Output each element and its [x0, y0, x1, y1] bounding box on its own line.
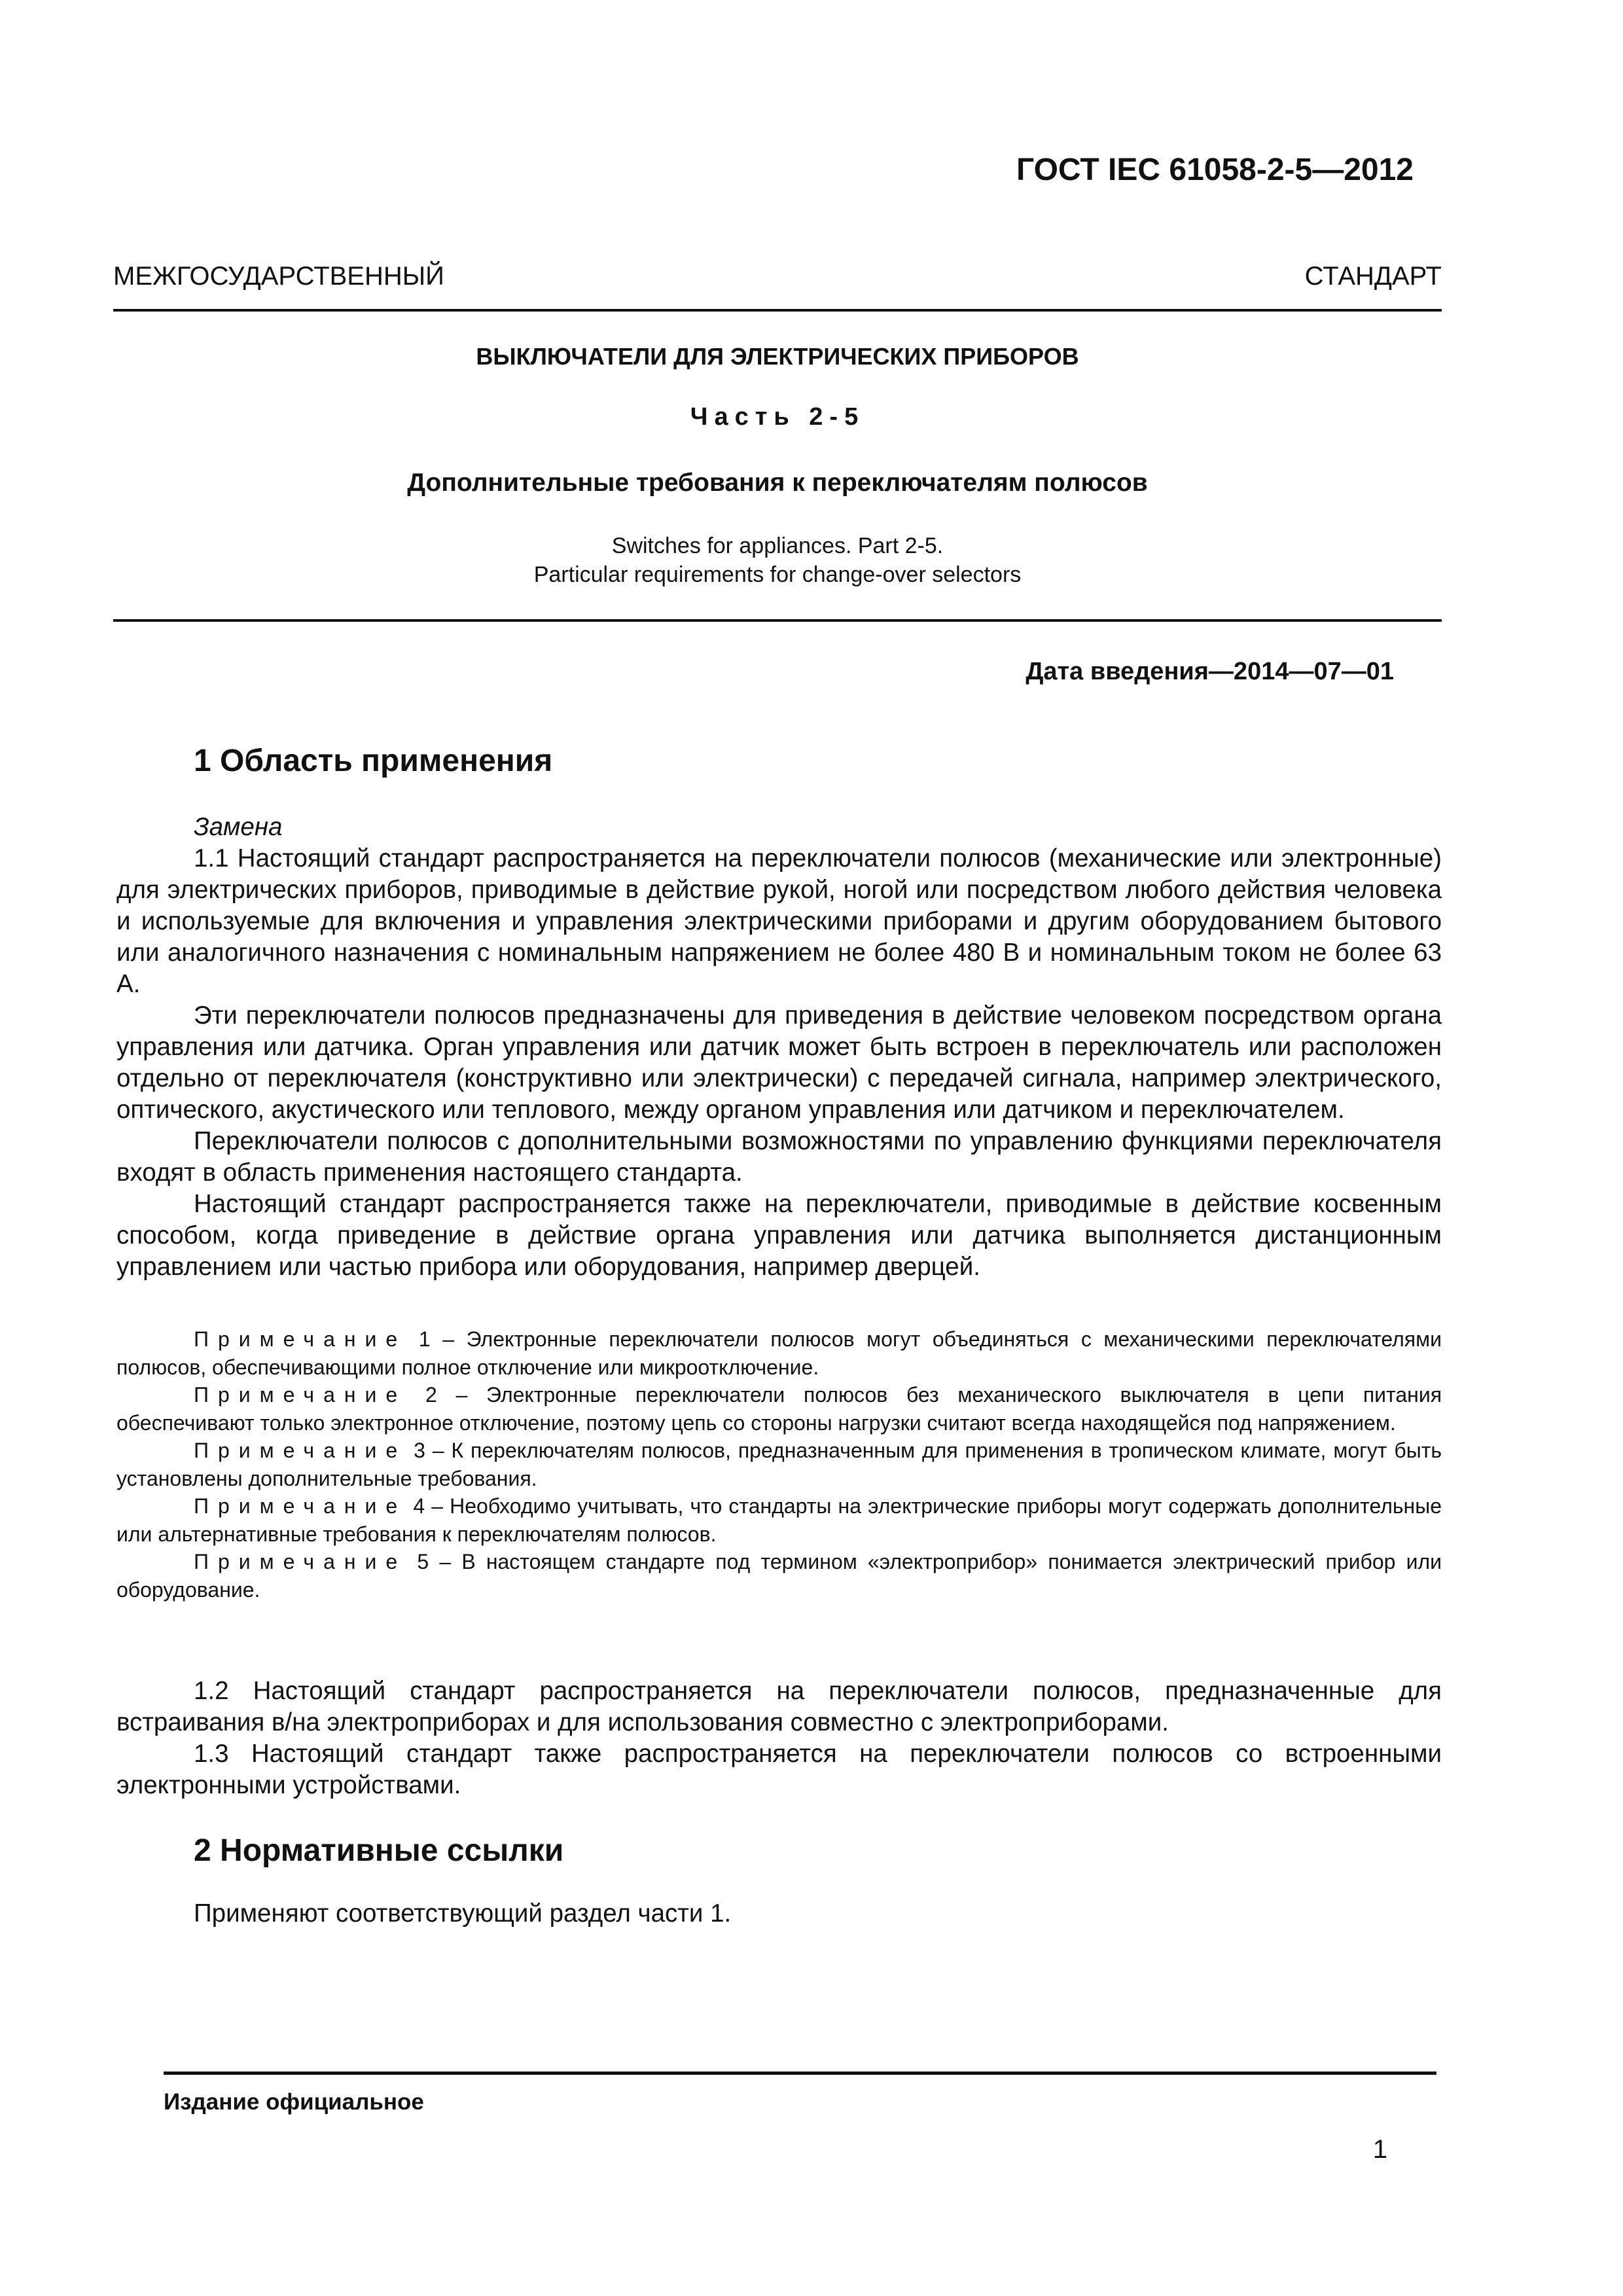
paragraph: Применяют соответствующий раздел части 1. — [194, 1899, 732, 1928]
note-label: Примечание — [194, 1550, 407, 1573]
paragraph-1-2: 1.2 Настоящий стандарт распространяется на переключатели полюсов, предназначенные для встраивания в/на электроприборах и для использования совместно с электроприборами. — [116, 1677, 1442, 1736]
note-label: Примечание — [194, 1383, 407, 1407]
paragraph: Настоящий стандарт распространяется также на переключатели, приводимые в действие косвенным способом, когда приведение в действие органа управления или датчика выполняется дистанционным управлением или частью прибора или оборудования, например дверцей. — [116, 1190, 1442, 1281]
notes-block — [116, 1325, 1442, 1604]
interstate-standard-label: МЕЖГОСУДАРСТВЕННЫЙ СТАНДАРТ — [113, 262, 1442, 291]
official-edition-label: Издание официальное — [164, 2089, 424, 2115]
section-2-body — [116, 1898, 1442, 1929]
note-2 — [116, 1381, 1442, 1437]
replacement-label: Замена — [194, 813, 283, 841]
note-text: – К переключателям полюсов, предназначенным для применения в тропическом климате, могут быть установлены дополнительные требования. — [116, 1439, 1442, 1490]
document-title: ВЫКЛЮЧАТЕЛИ ДЛЯ ЭЛЕКТРИЧЕСКИХ ПРИБОРОВ — [476, 343, 1079, 370]
paragraph: Переключатели полюсов с дополнительными возможностями по управлению функциями переключателя входят в область применения настоящего стандарта. — [116, 1127, 1442, 1187]
english-title — [113, 531, 1442, 589]
note-5 — [116, 1548, 1442, 1604]
note-text: – Необходимо учитывать, что стандарты на электрические приборы могут содержать дополнительные или альтернативные требования к переключателям полюсов. — [116, 1494, 1442, 1546]
document-code: ГОСТ IEC 61058-2-5—2012 — [1016, 152, 1414, 187]
note-number: 5 — [417, 1550, 429, 1573]
paragraph-1-3: 1.3 Настоящий стандарт также распространяется на переключатели полюсов со встроенными электронными устройствами. — [116, 1740, 1442, 1799]
english-title-line-2: Particular requirements for change-over selectors — [533, 562, 1022, 587]
footer-rule — [164, 2072, 1436, 2075]
section-1-body — [116, 812, 1442, 1283]
note-number: 1 — [418, 1327, 431, 1351]
document-part: Часть 2-5 — [690, 403, 865, 431]
section-1-body-continued — [116, 1676, 1442, 1801]
note-3 — [116, 1437, 1442, 1492]
document-subtitle: Дополнительные требования к переключателям полюсов — [407, 469, 1148, 497]
section-2-heading: 2 Нормативные ссылки — [194, 1833, 564, 1868]
paragraph-1-1: 1.1 Настоящий стандарт распространяется на переключатели полюсов (механические или электронные) для электрических приборов, приводимые в действие рукой, ногой или посредством любого действия человека и используемые для включения и управления электрическими приборами и другим оборудованием бытового или аналогичного назначения с номинальным напряжением не более 480 В и номинальным током не более 63 А. — [116, 844, 1442, 998]
note-1 — [116, 1325, 1442, 1381]
note-text: – Электронные переключатели полюсов без механического выключателя в цепи питания обеспечивают только электронное отключение, поэтому цепь со стороны нагрузки считают всегда находящейся под напряжением. — [116, 1383, 1442, 1435]
paragraph: Эти переключатели полюсов предназначены для приведения в действие человеком посредством органа управления или датчика. Орган управления или датчик может быть встроен в переключатель или расположен отдельно от переключателя (конструктивно или электрически) с передачей сигнала, например электрического, оптического, акустического или теплового, между органом управления или датчиком и переключателем. — [116, 1001, 1442, 1124]
page-number: 1 — [1372, 2135, 1387, 2164]
note-4 — [116, 1492, 1442, 1548]
section-1-heading: 1 Область применения — [194, 744, 553, 778]
note-number: 2 — [425, 1383, 437, 1407]
note-number: 4 — [413, 1494, 425, 1518]
note-label: Примечание — [194, 1439, 407, 1462]
title-rule — [113, 619, 1442, 622]
english-title-line-1: Switches for appliances. Part 2-5. — [611, 533, 944, 558]
introduction-date: Дата введения—2014—07—01 — [1026, 658, 1394, 685]
header-rule — [113, 309, 1442, 312]
note-text: – В настоящем стандарте под термином «электроприбор» понимается электрический прибор или оборудование. — [116, 1550, 1442, 1602]
note-text: – Электронные переключатели полюсов могут объединяться с механическими переключателями полюсов, обеспечивающими полное отключение или микроотключение. — [116, 1327, 1442, 1379]
note-label: Примечание — [194, 1494, 407, 1518]
note-label: Примечание — [194, 1327, 407, 1351]
note-number: 3 — [414, 1439, 425, 1462]
